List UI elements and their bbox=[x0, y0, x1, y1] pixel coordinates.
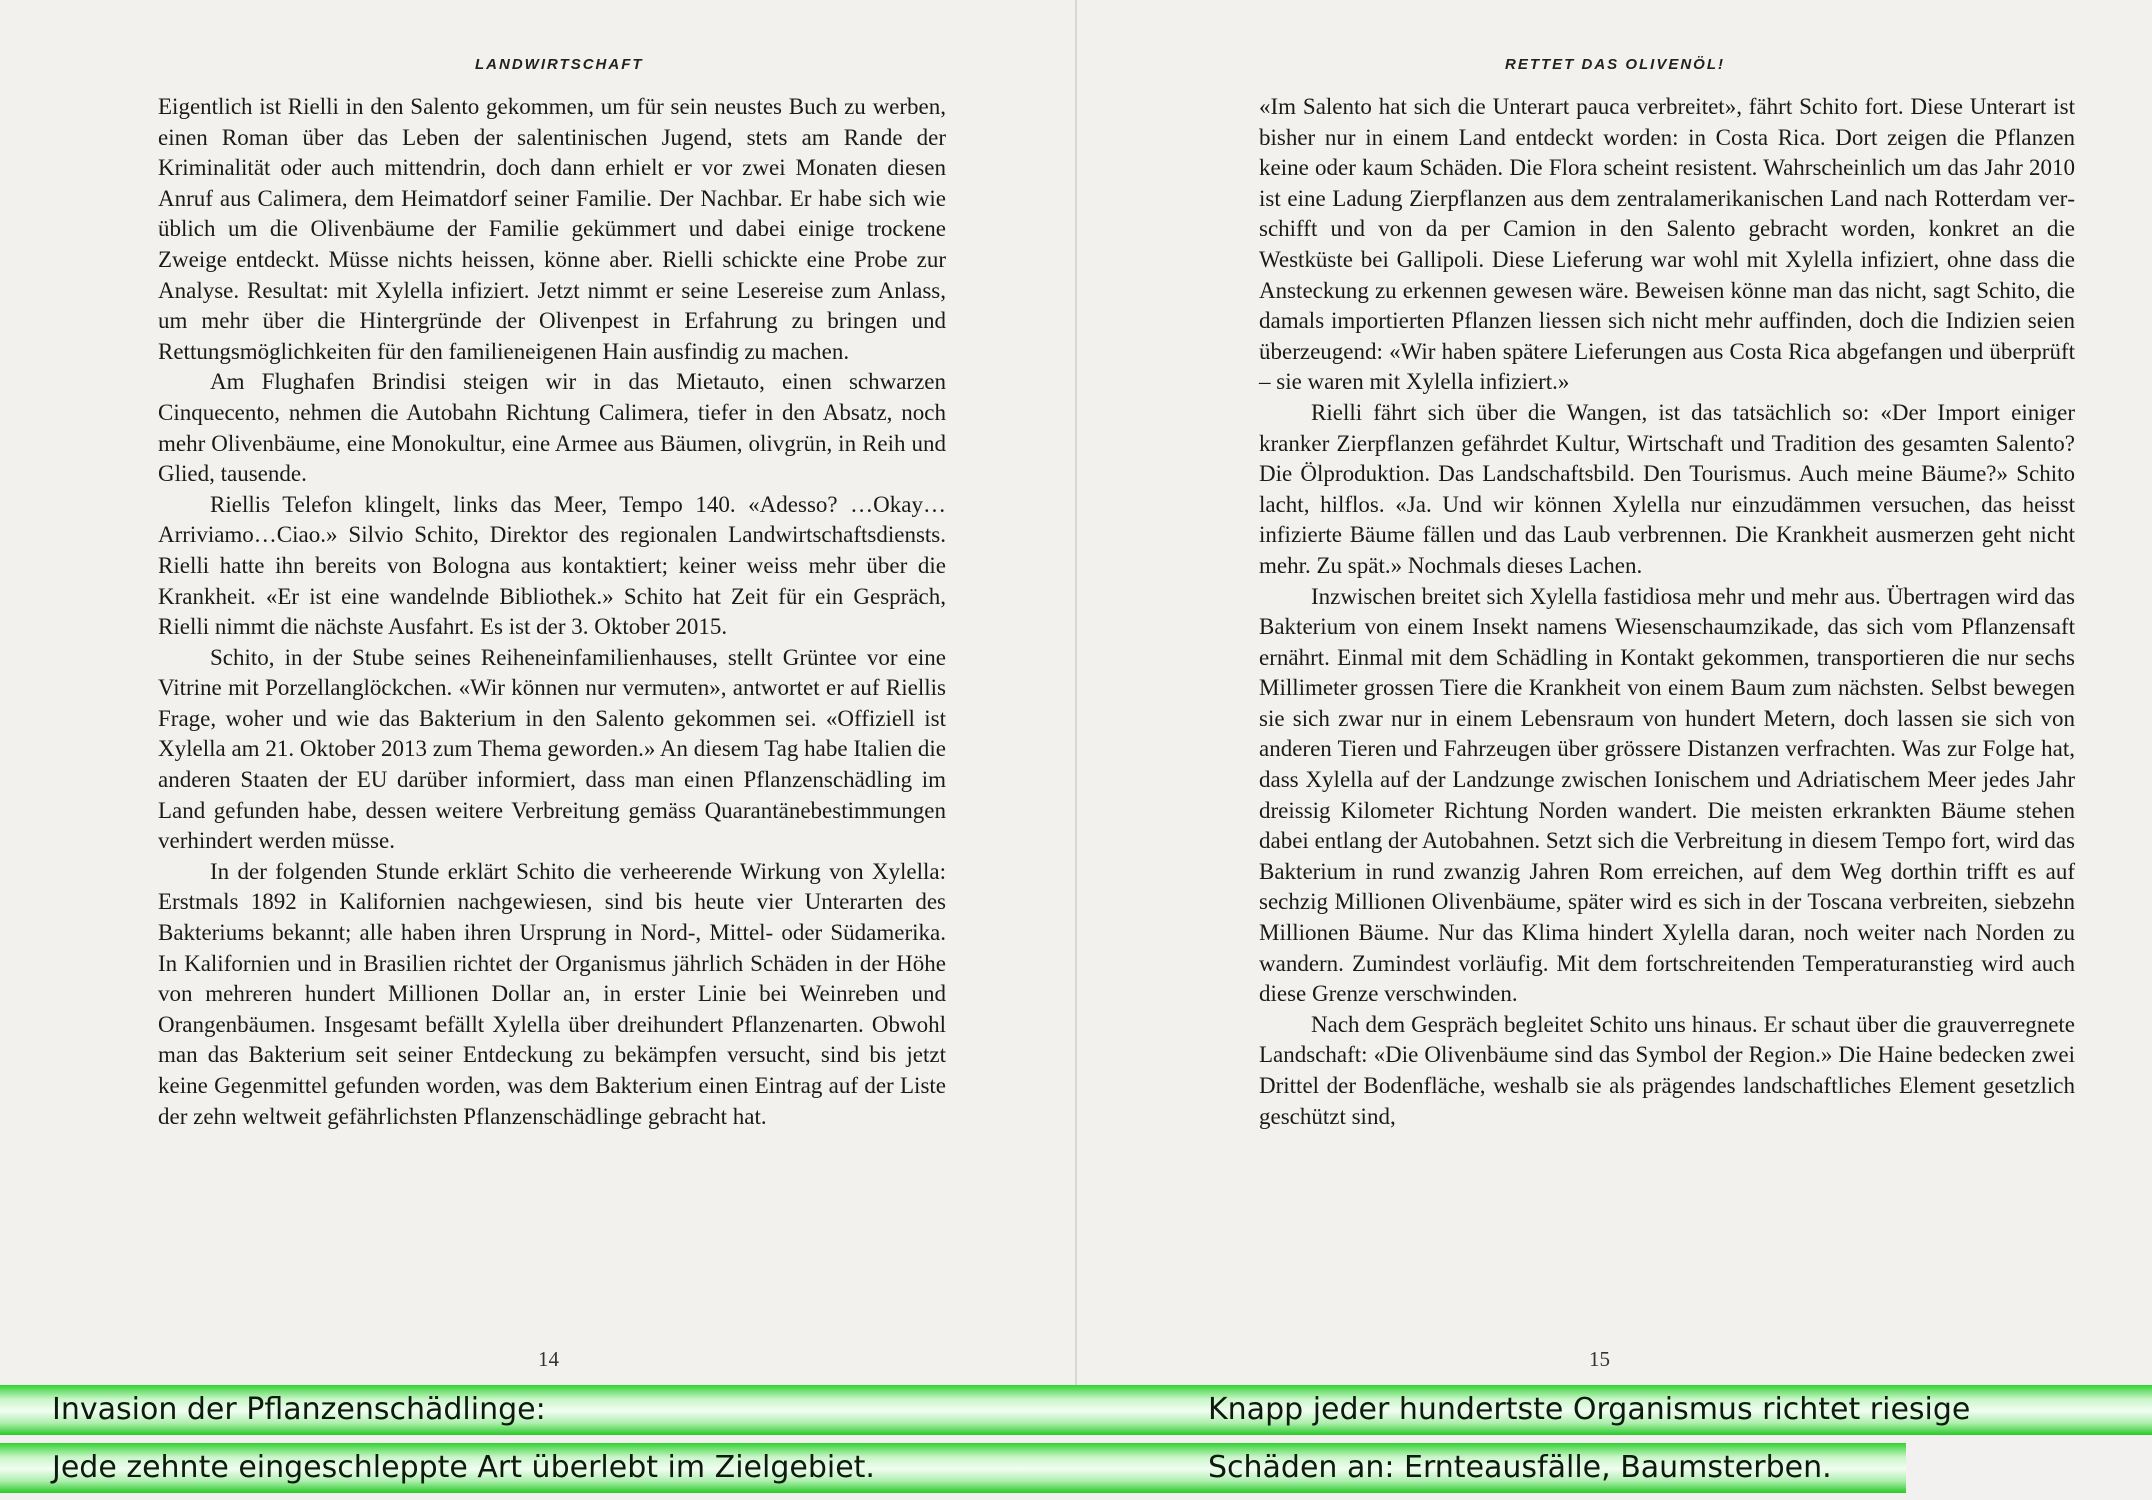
paragraph: Nach dem Gespräch begleitet Schito uns hinaus. Er schaut über die grauverregnete Landschaft: «Die Olivenbäume sind das Symbol der Region.» Die Haine bedecken zwei Drittel der Bodenfläche, weshalb sie als prägendes landschaftliches Element gesetzlich geschützt sind, bbox=[1259, 1011, 2075, 1129]
caption-left-line2: Jede zehnte eingeschleppte Art überlebt im Zielgebiet. bbox=[52, 1450, 875, 1485]
paragraph: «Im Salento hat sich die Unterart pauca verbreitet», fährt Schito fort. Diese Unterart ist bisher nur in einem Land entdeckt worden: in Costa Rica. Dort zeigen die Pflanzen keine oder kaum Schäden. Die Flora scheint resistent. Wahrscheinlich um das Jahr 2010 ist eine Ladung Zierpflanzen aus dem zentralamerikanischen Land nach Rotterdam verschifft und von da per Camion in den Salento gebracht worden, konkret an die Westküste bei Gallipoli. Diese Lieferung war wohl mit Xylella infiziert, ohne dass die Ansteckung zu erkennen gewesen wäre. Beweisen könne man das nicht, sagt Schito, die damals importierten Pflanzen liessen sich nicht mehr auffinden, doch die Indizien seien überzeugend: «Wir haben spätere Lieferungen aus Costa Rica abgefangen und überprüft – sie waren mit Xylella infiziert.» bbox=[1259, 94, 2075, 395]
paragraph: Rielli fährt sich über die Wangen, ist das tatsächlich so: «Der Import einiger kranker Zierpflanzen gefährdet Kultur, Wirtschaft und Tradition des gesamten Salento? Die Ölproduktion. Das Landschaftsbild. Den Tourismus. Auch meine Bäume?» Schito lacht, hilflos. «Ja. Und wir können Xylella nur einzudämmen versuchen, das heisst infizierte Bäume fällen und das Laub verbrennen. Die Krankheit ausmerzen geht nicht mehr. Zu spät.» Nochmals dieses Lachen. bbox=[1259, 399, 2075, 578]
paragraph: Inzwischen breitet sich Xylella fastidiosa mehr und mehr aus. Übertragen wird das Bakterium von einem Insekt namens Wiesenschaumzikade, das sich vom Pflanzensaft ernährt. Einmal mit dem Schädling in Kontakt gekommen, transportieren die nur sechs Millimeter grossen Tiere die Krankheit von einem Baum zum nächsten. Selbst bewegen sie sich zwar nur in einem Lebensraum von hundert Metern, doch lassen sie sich von anderen Tieren und Fahrzeugen über grössere Distanzen verfrachten. Was zur Folge hat, dass Xylella auf der Landzunge zwischen Ionischem und Adriatischem Meer jedes Jahr dreissig Kilometer Richtung Norden wandert. Die meisten erkrankten Bäume stehen dabei entlang der Autobahnen. Setzt sich die Verbreitung in diesem Tempo fort, wird das Bakterium in rund zwanzig Jahren Rom erreichen, auf dem Weg dorthin trifft es auf sechzig Millionen Olivenbäume, später wird es sich in der Toscana verbreiten, siebzehn Millionen Bäume. Nur das Klima hindert Xylella daran, noch weiter nach Norden zu wandern. Zumindest vorläufig. Mit dem fortschreitenden Temperaturanstieg wird auch diese Grenze verschwinden. bbox=[1259, 583, 2075, 1007]
paragraph: Riellis Telefon klingelt, links das Meer, Tempo 140. «Adesso? …Okay…Arriviamo…Ciao.» Silvio Schito, Direktor des regionalen Landwirtschaftsdiensts. Rielli hatte ihn bereits von Bologna aus kontaktiert; keiner weiss mehr über die Krankheit. «Er ist eine wandelnde Bibliothek.» Schito hat Zeit für ein Gespräch, Rielli nimmt die nächste Ausfahrt. Es ist der 3. Oktober 2015. bbox=[158, 491, 946, 640]
running-head-left: LANDWIRTSCHAFT bbox=[475, 56, 644, 73]
paragraph: Schito, in der Stube seines Reiheneinfamilienhauses, stellt Grüntee vor eine Vitrine mit Porzellanglöckchen. «Wir können nur vermuten», antwortet er auf Riellis Frage, woher und wie das Bakterium in den Salento gekommen sei. «Offiziell ist Xylella am 21. Oktober 2013 zum Thema geworden.» An diesem Tag habe Italien die anderen Staaten der EU darüber informiert, dass man einen Pflanzenschädling im Land gefunden habe, dessen weitere Verbreitung gemäss Quarantänebestimmungen verhindert werden müsse. bbox=[158, 644, 946, 854]
paragraph: Am Flughafen Brindisi steigen wir in das Mietauto, einen schwarzen Cinquecento, nehmen die Autobahn Richtung Calimera, tiefer in den Absatz, noch mehr Olivenbäume, eine Monokultur, eine Armee aus Bäumen, olivgrün, in Reih und Glied, tausende. bbox=[158, 369, 946, 487]
paragraph: In der folgenden Stunde erklärt Schito die verheerende Wirkung von Xylella: Erstmals 1892 in Kalifornien nachgewiesen, sind bis heute vier Unterarten des Bakteriums bekannt; alle haben ihren Ursprung in Nord-, Mittel- oder Südamerika. In Kalifornien und in Brasilien richtet der Organismus jährlich Schäden in der Höhe von mehreren hundert Millionen Dollar an, in erster Linie bei Weinreben und Orangenbäumen. Insgesamt befällt Xylella über dreihundert Pflanzenarten. Obwohl man das Bakterium seit seiner Entdeckung zu bekämpfen versucht, sind bis jetzt keine Gegenmittel gefunden worden, was dem Bakterium einen Eintrag auf der Liste der zehn weltweit gefährlichsten Pflanzenschädlinge gebracht hat. bbox=[158, 858, 946, 1129]
paragraph: Eigentlich ist Rielli in den Salento gekommen, um für sein neustes Buch zu werben, einen Roman über das Leben der salentinischen Jugend, stets am Rande der Kriminalität oder auch mittendrin, doch dann erhielt er vor zwei Monaten diesen Anruf aus Calimera, dem Heimatdorf seiner Familie. Der Nachbar. Er habe sich wie üblich um die Olivenbäume der Familie gekümmert und dabei einige trockene Zweige entdeckt. Müsse nichts heissen, könne aber. Rielli schickte eine Probe zur Analyse. Resultat: mit Xylella infiziert. Jetzt nimmt er seine Lesereise zum Anlass, um mehr über die Hintergründe der Olivenpest in Erfahrung zu bringen und Rettungsmöglichkeiten für den familieneigenen Hain ausfindig zu machen. bbox=[158, 94, 946, 364]
caption-right-line1: Knapp jeder hundertste Organismus richtet riesige bbox=[1208, 1392, 1971, 1427]
running-head-right: RETTET DAS OLIVENÖL! bbox=[1505, 56, 1725, 73]
caption-band-bottom bbox=[0, 1443, 1906, 1493]
caption-left-line1: Invasion der Pflanzenschädlinge: bbox=[52, 1392, 546, 1427]
left-page bbox=[0, 0, 1075, 1386]
caption-band-top bbox=[0, 1385, 2152, 1435]
left-body-text bbox=[158, 92, 946, 1132]
page-number-left: 14 bbox=[538, 1347, 559, 1371]
caption-right-line2: Schäden an: Ernteausfälle, Baumsterben. bbox=[1208, 1450, 1832, 1485]
right-body-text bbox=[1259, 92, 2075, 1132]
right-page bbox=[1077, 0, 2152, 1386]
page-number-right: 15 bbox=[1589, 1347, 1610, 1371]
